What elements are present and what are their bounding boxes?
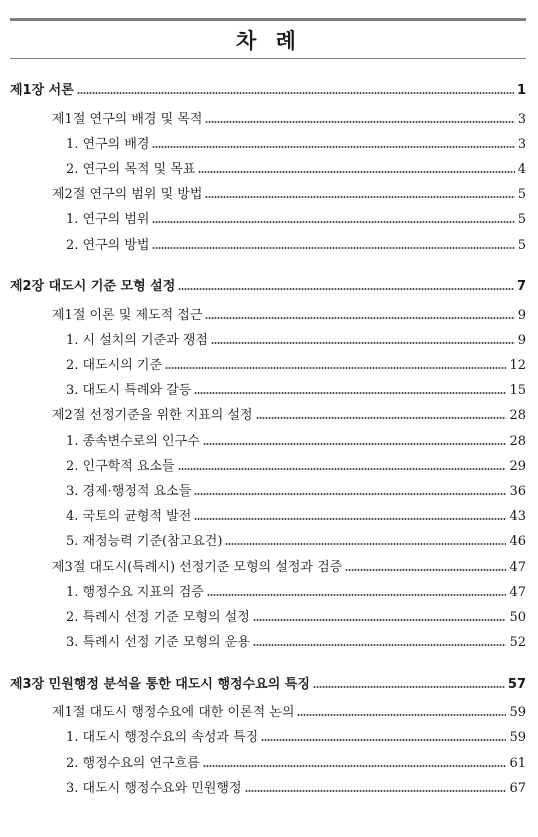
toc-entry-label: 제1절 연구의 배경 및 목적 [52,111,203,127]
toc-entry-label: 1. 연구의 배경 [66,136,150,152]
toc-page-number: 29 [509,458,526,474]
toc-item-entry[interactable] [66,356,526,376]
toc-entry-label: 2. 연구의 목적 및 목표 [66,162,196,177]
dot-leader [261,738,506,742]
toc-page-number: 5 [517,212,526,228]
toc-item-entry[interactable] [66,210,526,230]
dot-leader [313,685,505,689]
dot-leader [256,416,507,420]
dot-leader [205,195,514,199]
dot-leader [207,593,507,597]
toc-item-entry[interactable] [66,507,526,527]
toc-entry-label: 제1절 이론 및 제도적 접근 [52,307,203,323]
toc-item-entry[interactable] [66,583,526,603]
toc-entry-label: 제3장 민원행정 분석을 통한 대도시 행정수요의 특징 [10,676,310,692]
toc-item-entry[interactable] [66,381,526,401]
toc-entry-label: 1. 시 설치의 기준과 쟁점 [66,332,208,348]
dot-leader [198,170,514,174]
toc-entry-label: 3. 대도시 특례와 갈등 [66,383,192,399]
toc-page-number: 3 [517,136,526,152]
toc-page-number: 46 [509,534,526,550]
toc-entry-label: 1. 행정수요 지표의 검증 [66,584,204,600]
toc-entry-label: 1. 대도시 행정수요의 속성과 특징 [66,730,259,746]
toc-entry-label: 2. 연구의 방법 [66,237,150,253]
dot-leader [152,246,514,250]
toc-entry-label: 3. 대도시 행정수요와 민원행정 [66,780,242,796]
toc-page-number: 7 [516,279,526,294]
toc-entry-label: 제2절 선정기준을 위한 지표의 설정 [52,408,253,424]
dot-leader [205,120,514,124]
toc-item-entry[interactable] [66,728,526,748]
toc-section-entry[interactable] [52,703,526,723]
toc-entry-label: 1. 연구의 범위 [66,212,150,228]
toc-item-entry[interactable] [66,482,526,502]
toc-entry-label: 제1장 서론 [10,83,74,98]
toc-item-entry[interactable] [66,754,526,774]
toc-page-number: 47 [509,559,526,575]
dot-leader [205,316,514,320]
dot-leader [194,492,506,496]
toc-section-entry[interactable] [52,110,526,130]
dot-leader [194,517,506,521]
toc-entry-label: 1. 종속변수로의 인구수 [66,433,200,449]
toc-section-entry[interactable] [52,558,526,578]
toc-item-entry[interactable] [66,457,526,477]
dot-leader [152,145,514,149]
toc-entry-label: 4. 국토의 균형적 발전 [66,509,192,525]
dot-leader [225,542,506,546]
dot-leader [203,442,507,446]
toc-page-number: 15 [509,383,526,399]
toc-page-number: 57 [507,676,526,692]
dot-leader [152,220,514,224]
toc-page-number: 4 [517,162,526,177]
toc-entry-label: 제3절 대도시(특례시) 선정기준 모형의 설정과 검증 [52,559,343,575]
dot-leader [194,391,506,395]
toc-chapter-entry[interactable] [10,81,526,101]
toc-page-number: 9 [517,307,526,323]
toc-item-entry[interactable] [66,236,526,256]
toc-page-number: 47 [509,584,526,600]
toc-entry-label: 2. 인구학적 요소들 [66,458,175,474]
toc-entry-label: 2. 특례시 선정 기준 모형의 설정 [66,610,250,625]
toc-entry-label: 2. 행정수요의 연구흐름 [66,755,200,771]
toc-section-entry[interactable] [52,306,526,326]
toc-page-number: 36 [509,484,526,499]
toc-page-number: 43 [509,509,526,525]
page-title: 차 례 [236,29,302,53]
toc-entry-label: 3. 경제·행정적 요소들 [66,484,192,499]
toc-entry-label: 3. 특례시 선정 기준 모형의 운용 [66,635,250,651]
toc-page-number: 28 [509,433,526,449]
toc-page-number: 28 [509,408,526,424]
toc-chapter-entry[interactable] [10,277,526,297]
toc-section-entry[interactable] [52,406,526,426]
dot-leader [345,568,506,572]
toc-page-number: 12 [509,358,526,373]
toc-entry-label: 제1절 대도시 행정수요에 대한 이론적 논의 [52,705,295,721]
toc-page-number: 9 [517,332,526,348]
toc-page-number: 1 [516,83,526,98]
toc-entry-label: 제2장 대도시 기준 모형 설정 [10,279,176,294]
toc-entry-label: 2. 대도시의 기준 [66,358,163,373]
toc-item-entry[interactable] [66,779,526,799]
dot-leader [253,643,507,647]
toc-page-number: 50 [509,610,526,625]
toc-item-entry[interactable] [66,608,526,628]
toc-section-entry[interactable] [52,185,526,205]
toc-item-entry[interactable] [66,135,526,155]
dot-leader [203,764,507,768]
toc-page-number: 52 [509,635,526,651]
dot-leader [77,91,514,95]
toc-item-entry[interactable] [66,331,526,351]
toc-page-number: 59 [509,705,526,721]
toc-item-entry[interactable] [66,432,526,452]
toc-page-number: 5 [517,237,526,253]
dot-leader [178,287,514,291]
dot-leader [253,618,507,622]
toc-chapter-entry[interactable] [10,675,526,695]
toc-page-number: 61 [509,755,526,771]
dot-leader [211,341,515,345]
dot-leader [245,789,507,793]
toc-page-number: 59 [509,730,526,746]
toc-page-number: 3 [517,111,526,127]
dot-leader [297,713,506,717]
toc-page-number: 67 [509,780,526,796]
dot-leader [165,366,506,370]
toc-item-entry[interactable] [66,633,526,653]
toc-item-entry[interactable] [66,160,526,180]
toc-page-number: 5 [517,187,526,203]
toc-entry-label: 제2절 연구의 범위 및 방법 [52,187,203,203]
toc-entry-label: 5. 재정능력 기준(참고요건) [66,534,223,550]
dot-leader [178,467,507,471]
toc-item-entry[interactable] [66,532,526,552]
